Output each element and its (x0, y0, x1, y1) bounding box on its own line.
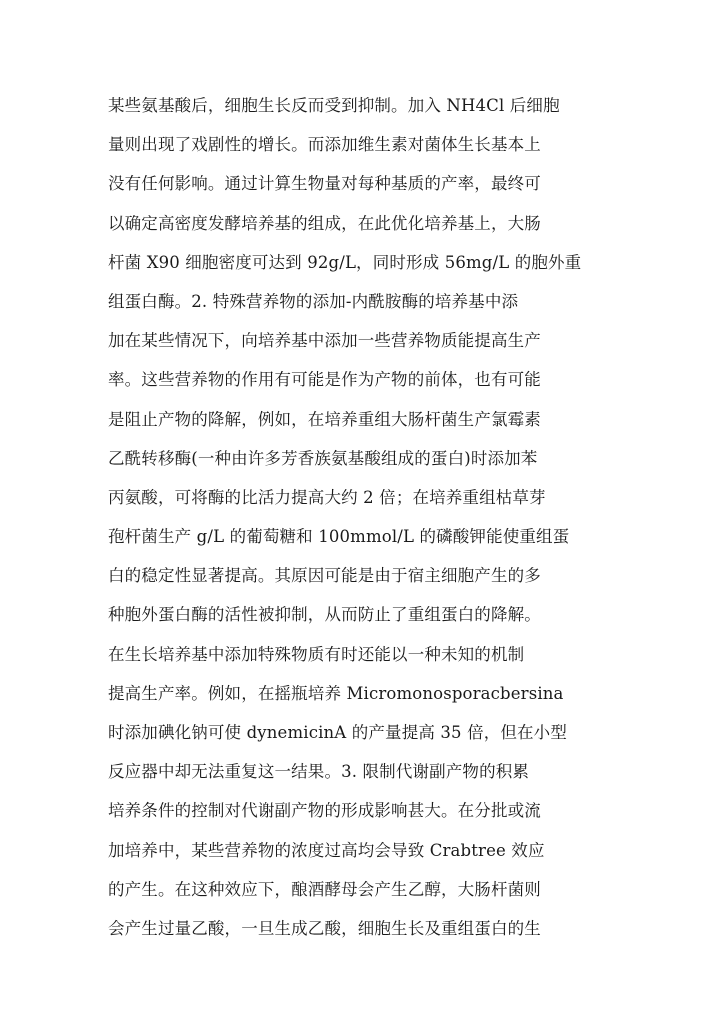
text-line: 组蛋白酶。2. 特殊营养物的添加-内酰胺酶的培养基中添 (108, 291, 519, 311)
text-line: 种胞外蛋白酶的活性被抑制，从而防止了重组蛋白的降解。 (108, 605, 541, 625)
text-line: 孢杆菌生产 g/L 的葡萄糖和 100mmol/L 的磷酸钾能使重组蛋 (108, 527, 570, 547)
text-line: 在生长培养基中添加特殊物质有时还能以一种未知的机制 (108, 644, 525, 664)
text-line: 加在某些情况下，向培养基中添加一些营养物质能提高生产 (108, 331, 541, 351)
text-line: 乙酰转移酶(一种由许多芳香族氨基酸组成的蛋白)时添加苯 (108, 448, 538, 468)
text-line: 培养条件的控制对代谢副产物的形成影响甚大。在分批或流 (108, 801, 541, 821)
text-line: 量则出现了戏剧性的增长。而添加维生素对菌体生长基本上 (108, 135, 541, 155)
text-line: 丙氨酸，可将酶的比活力提高大约 2 倍；在培养重组枯草芽 (108, 487, 546, 507)
text-line: 时添加碘化钠可使 dynemicinA 的产量提高 35 倍，但在小型 (108, 723, 567, 742)
text-line: 的产生。在这种效应下，酿酒酵母会产生乙醇，大肠杆菌则 (108, 879, 541, 899)
text-line: 某些氨基酸后，细胞生长反而受到抑制。加入 NH4Cl 后细胞 (108, 96, 560, 115)
text-line: 会产生过量乙酸，一旦生成乙酸，细胞生长及重组蛋白的生 (108, 918, 541, 938)
body-text (108, 86, 618, 948)
text-line: 率。这些营养物的作用有可能是作为产物的前体，也有可能 (108, 370, 541, 390)
text-line: 以确定高密度发酵培养基的组成，在此优化培养基上，大肠 (108, 213, 541, 233)
text-line: 反应器中却无法重复这一结果。3. 限制代谢副产物的积累 (108, 762, 530, 782)
text-line: 加培养中，某些营养物的浓度过高均会导致 Crabtree 效应 (108, 840, 545, 860)
text-line: 杆菌 X90 细胞密度可达到 92g/L，同时形成 56mg/L 的胞外重 (108, 252, 582, 272)
text-line: 提高生产率。例如，在摇瓶培养 Micromonosporacbersina (108, 683, 564, 703)
text-line: 是阻止产物的降解，例如，在培养重组大肠杆菌生产氯霉素 (108, 409, 541, 429)
text-line: 没有任何影响。通过计算生物量对每种基质的产率，最终可 (108, 174, 541, 194)
text-line: 白的稳定性显著提高。其原因可能是由于宿主细胞产生的多 (108, 566, 541, 586)
